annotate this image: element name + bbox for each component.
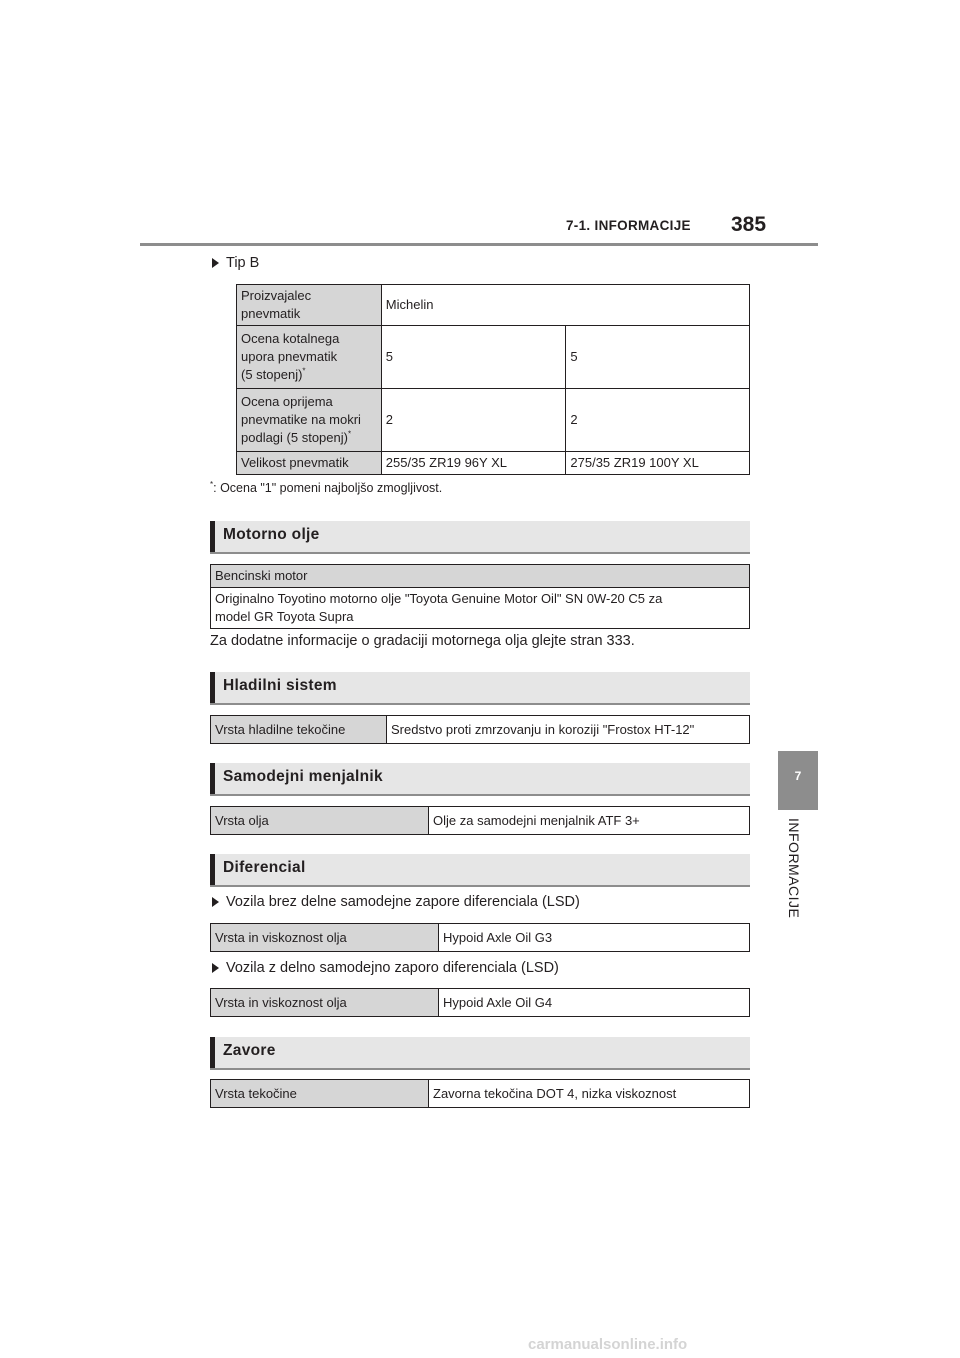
transmission-oil-value: Olje za samodejni menjalnik ATF 3+	[429, 807, 750, 835]
transmission-table	[210, 806, 750, 835]
differential-bullet-2: Vozila z delno samodejno zaporo diferenciala (LSD)	[212, 960, 559, 976]
wet-grip-label: Ocena oprijema pnevmatike na mokri podlagi (5 stopenj)*	[237, 389, 382, 452]
differential-oil-label: Vrsta in viskoznost olja	[211, 989, 439, 1017]
differential-bullet-1: Vozila brez delne samodejne zapore diferenciala (LSD)	[212, 894, 580, 910]
rolling-resistance-label: Ocena kotalnega upora pnevmatik (5 stopenj)*	[237, 326, 382, 389]
tire-size-front: 255/35 ZR19 96Y XL	[381, 452, 566, 475]
chapter-tab: 7	[778, 751, 818, 810]
chapter-label: INFORMACIJE	[786, 818, 802, 919]
section-differential	[210, 854, 750, 887]
section-transmission	[210, 763, 750, 796]
table-row	[211, 716, 750, 744]
table-row	[237, 285, 750, 326]
section-title: Zavore	[223, 1042, 276, 1059]
section-title: Samodejni menjalnik	[223, 768, 383, 785]
engine-oil-note: Za dodatne informacije o gradaciji motornega olja glejte stran 333.	[210, 633, 635, 649]
section-brakes	[210, 1037, 750, 1070]
table-row	[237, 389, 750, 452]
table-row	[211, 1080, 750, 1108]
brake-fluid-value: Zavorna tekočina DOT 4, nizka viskoznost	[429, 1080, 750, 1108]
transmission-oil-label: Vrsta olja	[211, 807, 429, 835]
watermark: carmanualsonline.info	[528, 1336, 688, 1353]
wet-grip-front: 2	[381, 389, 566, 452]
differential-oil-value: Hypoid Axle Oil G4	[439, 989, 750, 1017]
section-title: Motorno olje	[223, 526, 320, 543]
tip-b-label: Tip B	[226, 255, 260, 271]
table-row	[211, 588, 750, 629]
engine-oil-table	[210, 564, 750, 629]
differential-oil-label: Vrsta in viskoznost olja	[211, 924, 439, 952]
rolling-resistance-rear: 5	[566, 326, 750, 389]
section-cooling	[210, 672, 750, 705]
cooling-table	[210, 715, 750, 744]
table-row	[237, 452, 750, 475]
table-row	[237, 326, 750, 389]
arrow-right-icon	[212, 897, 219, 907]
page-number: 385	[731, 213, 767, 236]
section-title: Diferencial	[223, 859, 306, 876]
engine-type-label: Bencinski motor	[211, 565, 750, 588]
rolling-resistance-front: 5	[381, 326, 566, 389]
section-engine-oil	[210, 521, 750, 554]
tip-b-bullet	[212, 255, 259, 271]
manufacturer-label: Proizvajalec pnevmatik	[237, 285, 382, 326]
engine-oil-value: Originalno Toyotino motorno olje "Toyota Genuine Motor Oil" SN 0W-20 C5 za model GR Toyota Supra	[211, 588, 750, 629]
manufacturer-value: Michelin	[381, 285, 749, 326]
arrow-right-icon	[212, 963, 219, 973]
tire-spec-table	[236, 284, 750, 475]
differential-oil-value: Hypoid Axle Oil G3	[439, 924, 750, 952]
tire-size-label: Velikost pnevmatik	[237, 452, 382, 475]
wet-grip-rear: 2	[566, 389, 750, 452]
coolant-type-label: Vrsta hladilne tekočine	[211, 716, 387, 744]
footnote: *: Ocena "1" pomeni najboljšo zmogljivost.	[210, 479, 443, 495]
brakes-table	[210, 1079, 750, 1108]
differential-table-1	[210, 923, 750, 952]
coolant-type-value: Sredstvo proti zmrzovanju in koroziji "Frostox HT-12"	[387, 716, 750, 744]
section-header: 7-1. INFORMACIJE	[566, 218, 691, 233]
tire-size-rear: 275/35 ZR19 100Y XL	[566, 452, 750, 475]
brake-fluid-label: Vrsta tekočine	[211, 1080, 429, 1108]
table-row	[211, 565, 750, 588]
differential-table-2	[210, 988, 750, 1017]
table-row	[211, 807, 750, 835]
table-row	[211, 924, 750, 952]
arrow-right-icon	[212, 258, 219, 268]
header-divider	[140, 243, 818, 246]
table-row	[211, 989, 750, 1017]
section-title: Hladilni sistem	[223, 677, 337, 694]
